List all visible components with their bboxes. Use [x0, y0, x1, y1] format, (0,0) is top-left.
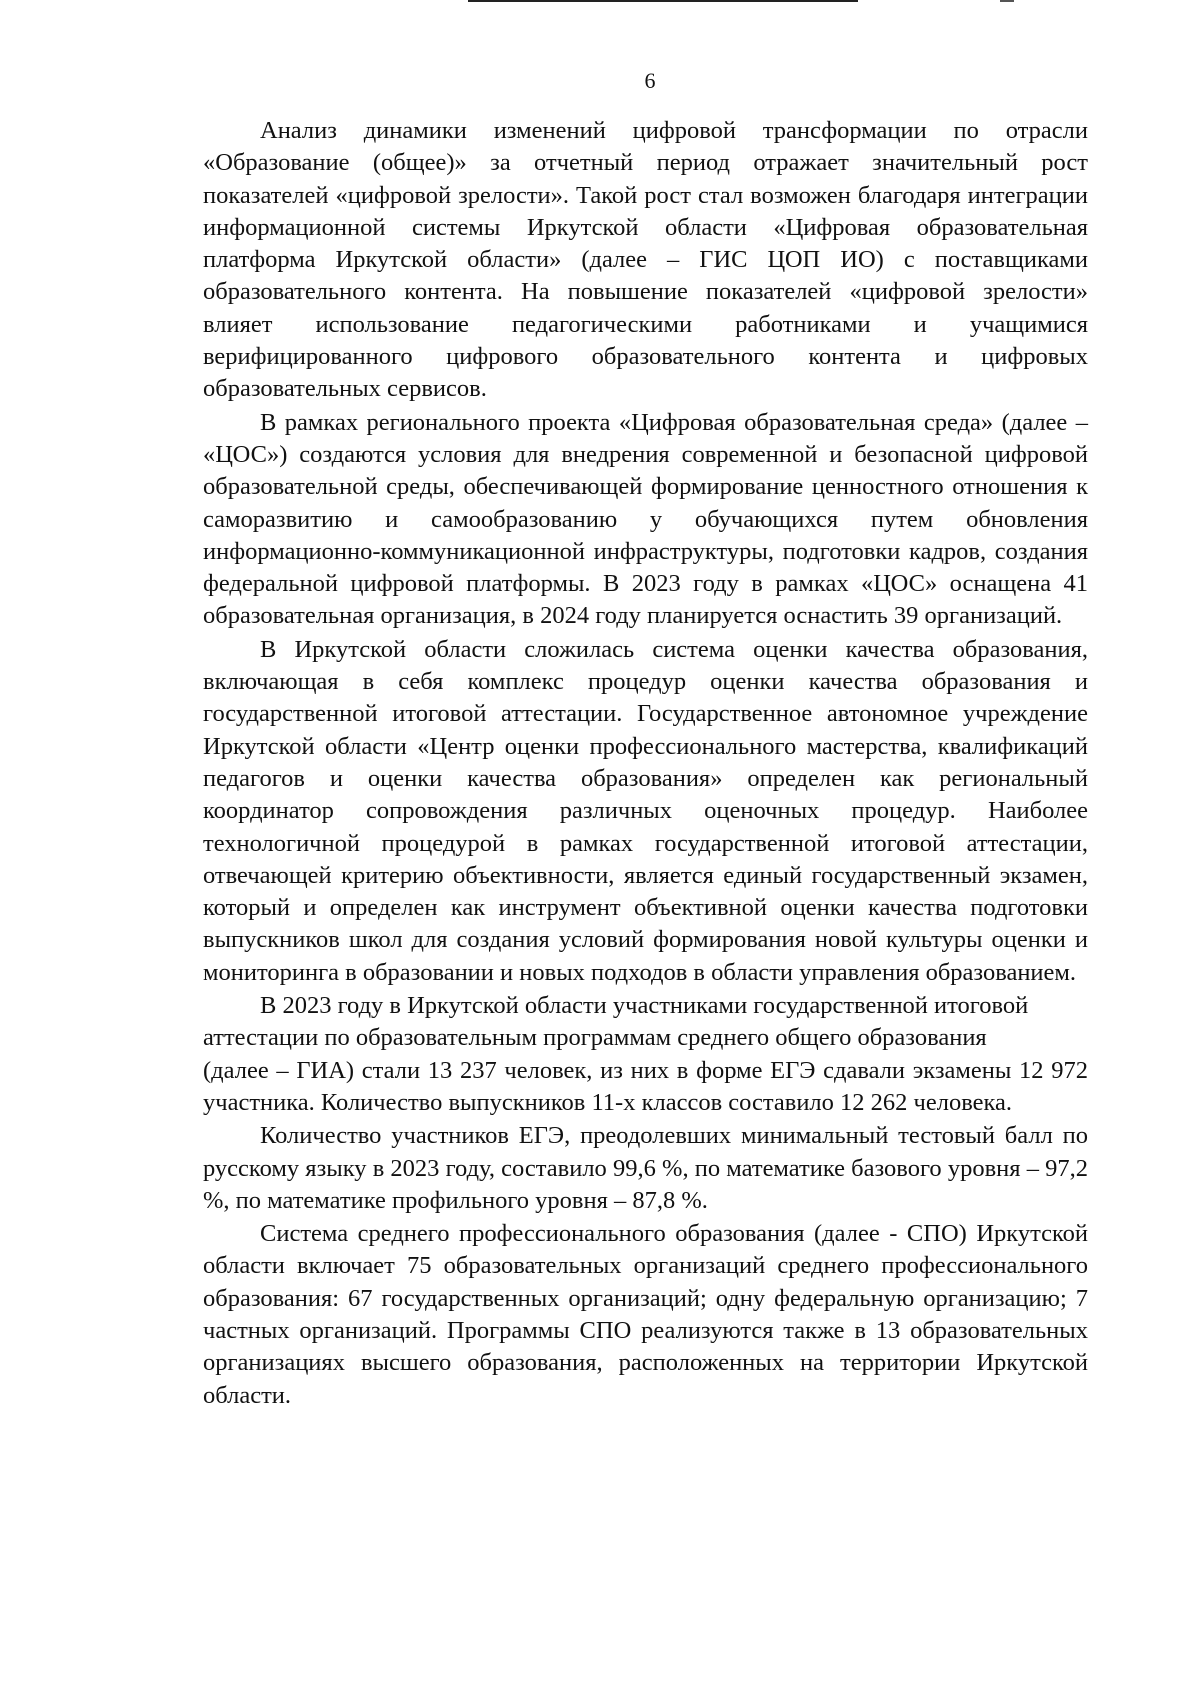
paragraph-attestation-start: В 2023 году в Иркутской области участниками государственной итоговой аттестации по образовательным программам среднего общего образования: [203, 992, 1029, 1052]
paragraph-attestation-continued: (далее – ГИА) стали 13 237 человек, из них в форме ЕГЭ сдавали экзамены 12 972 участника. Количество выпускников 11-х классов составило 12 262 человека.: [203, 1056, 1088, 1116]
header-mark: [1000, 0, 1014, 2]
paragraph-digital-environment: В рамках регионального проекта «Цифровая образовательная среда» (далее – «ЦОС») создаются условия для внедрения современной и безопасной цифровой образовательной среды, обеспечивающей формирование ценностного отношения к саморазвитию и самообразованию у обучающихся путем обновления информационно-коммуникационной инфраструктуры, подготовки кадров, создания федеральной цифровой платформы. В 2023 году в рамках «ЦОС» оснащена 41 образовательная организация, в 2024 году планируется оснастить 39 организаций.: [203, 408, 1088, 630]
paragraph-quality-assessment: В Иркутской области сложилась система оценки качества образования, включающая в себя комплекс процедур оценки качества образования и государственной итоговой аттестации. Государственное автономное учреждение Иркутской области «Центр оценки профессионального мастерства, квалификаций педагогов и оценки качества образования» определен как региональный координатор сопровождения различных оценочных процедур. Наиболее технологичной процедурой в рамках государственной итоговой аттестации, отвечающей критерию объективности, является единый государственный экзамен, который и определен как инструмент объективной оценки качества подготовки выпускников школ для создания условий формирования новой культуры оценки и мониторинга в образовании и новых подходов в области управления образованием.: [203, 635, 1088, 986]
paragraph-exam-results: Количество участников ЕГЭ, преодолевших минимальный тестовый балл по русскому языку в 2023 году, составило 99,6 %, по математике базового уровня – 97,2 %, по математике профильного уровня – 87,8 %.: [203, 1122, 1088, 1214]
page-number: 6: [644, 68, 656, 93]
paragraph-vocational-education: Система среднего профессионального образования (далее - СПО) Иркутской области включает 75 образовательных организаций среднего профессионального образования: 67 государственных организаций; одну федеральную организацию; 7 частных организаций. Программы СПО реализуются также в 13 образовательных организациях высшего образования, расположенных на территории Иркутской области.: [203, 1220, 1088, 1409]
document-body: [203, 115, 1088, 1412]
header-rule: [468, 0, 858, 2]
paragraph-digital-maturity: Анализ динамики изменений цифровой трансформации по отрасли «Образование (общее)» за отчетный период отражает значительный рост показателей «цифровой зрелости». Такой рост стал возможен благодаря интеграции информационной системы Иркутской области «Цифровая образовательная платформа Иркутской области» (далее – ГИС ЦОП ИО) с поставщиками образовательного контента. На повышение показателей «цифровой зрелости» влияет использование педагогическими работниками и учащимися верифицированного цифрового образовательного контента и цифровых образовательных сервисов.: [203, 117, 1088, 403]
